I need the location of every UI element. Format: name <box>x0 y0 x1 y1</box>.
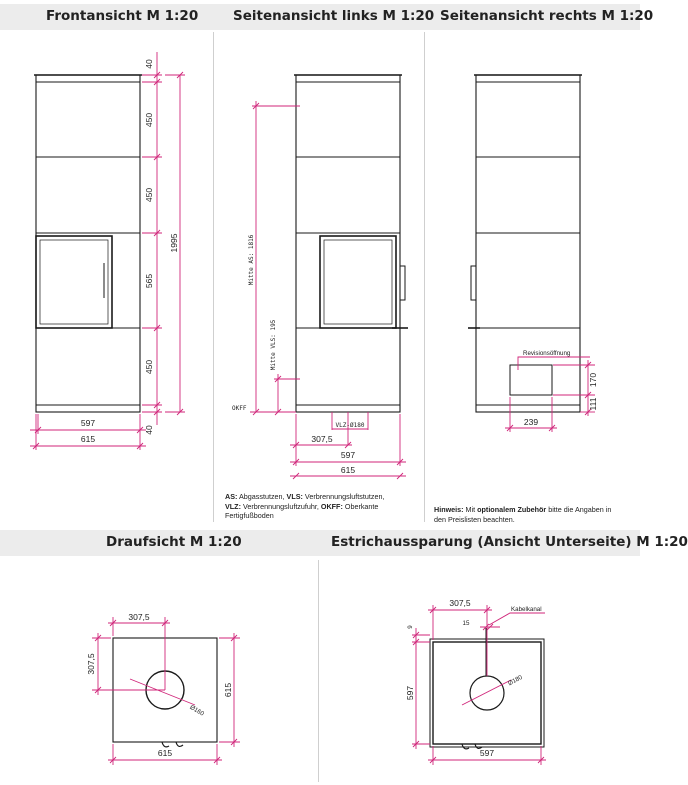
floor-dim-x: 307,5 <box>449 598 471 608</box>
left-dim-597: 597 <box>340 450 356 460</box>
floor-dim-15: 15 <box>462 620 470 627</box>
left-view-drawing <box>232 75 408 479</box>
title-right-view: Seitenansicht rechts M 1:20 <box>440 8 654 24</box>
front-dim-seg2: 450 <box>144 187 154 203</box>
floor-cable-label: Kabelkanal <box>511 606 542 613</box>
title-floor-recess: Estrichaussparung (Ansicht Unterseite) M 1:20 <box>331 534 688 550</box>
top-dim-y: 307,5 <box>86 653 96 675</box>
top-dim-x: 307,5 <box>128 612 150 622</box>
front-dim-seg1: 450 <box>144 112 154 128</box>
left-as-label: Mitte AS: 1816 <box>248 234 255 286</box>
top-view-drawing <box>86 612 240 765</box>
front-dim-597: 597 <box>80 418 96 428</box>
left-dim-307: 307,5 <box>311 434 333 444</box>
floor-dim-width: 597 <box>479 748 495 758</box>
right-dim-170: 170 <box>588 372 598 388</box>
front-dim-615: 615 <box>80 434 96 444</box>
floor-dim-depth: 597 <box>405 685 415 701</box>
floor-diameter: Ø180 <box>506 674 524 688</box>
left-vlz-label: VLZ-Ø180 <box>335 422 365 429</box>
left-okff-label: OKFF <box>232 405 247 412</box>
front-dim-total: 1995 <box>169 233 179 253</box>
right-dim-111: 111 <box>588 397 598 411</box>
front-dim-seg4: 450 <box>144 359 154 375</box>
legend-hint: Hinweis: Mit optionalem Zubehör bitte die Angaben in den Preislisten beachten. <box>434 505 612 524</box>
title-top-view: Draufsicht M 1:20 <box>106 534 242 550</box>
title-left-view: Seitenansicht links M 1:20 <box>233 8 435 24</box>
left-dim-615: 615 <box>340 465 356 475</box>
front-view-drawing <box>30 52 185 450</box>
right-dim-239: 239 <box>523 417 539 427</box>
right-revision-label: Revisionsöffnung <box>523 350 571 357</box>
front-dim-bottom: 40 <box>144 425 154 435</box>
right-view-drawing <box>468 75 598 432</box>
floor-dim-9: 9 <box>407 625 414 629</box>
legend-abbreviations: AS: Abgasstutzen, VLS: Verbrennungsluftstutzen, VLZ: Verbrennungsluftzufuhr, OKFF: Oberkante Fertigfußboden <box>225 492 385 520</box>
front-dim-top: 40 <box>144 59 154 69</box>
front-dim-seg3: 565 <box>144 273 154 289</box>
floor-view-drawing <box>405 598 546 765</box>
top-dim-width: 615 <box>157 748 173 758</box>
top-diameter: Ø160 <box>188 703 206 718</box>
left-vls-label: Mitte VLS: 195 <box>270 319 277 371</box>
top-dim-depth: 615 <box>223 682 233 698</box>
title-front-view: Frontansicht M 1:20 <box>46 8 199 24</box>
